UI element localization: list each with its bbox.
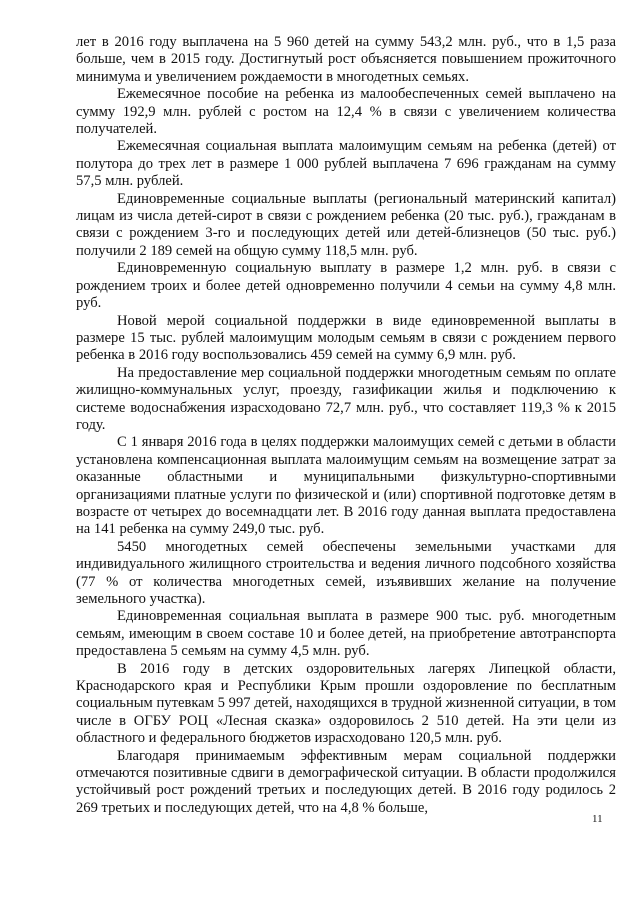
paragraph-10: Единовременная социальная выплата в размере 900 тыс. руб. многодетным семьям, имеющим в своем составе 10 и более детей, на приобретение автотранспорта предоставлена 5 семьям на сумму 4,5 млн. руб. [76, 608, 616, 660]
paragraph-4: Единовременные социальные выплаты (региональный материнский капитал) лицам из числа детей-сирот в связи с рождением ребенка (20 тыс. руб.), гражданам в связи с рождением 3-го и последующих детей или детей-близнецов (50 тыс. руб.) получили 2 189 семей на общую сумму 118,5 млн. руб. [76, 190, 616, 259]
paragraph-2: Ежемесячное пособие на ребенка из малообеспеченных семей выплачено на сумму 192,9 млн. рублей с ростом на 12,4 % в связи с увеличением количества получателей. [76, 86, 616, 138]
page-number: 11 [592, 813, 603, 825]
paragraph-12: Благодаря принимаемым эффективным мерам социальной поддержки отмечаются позитивные сдвиги в демографической ситуации. В области продолжился устойчивый рост рождений третьих и последующих детей. В 2016 году родилось 2 269 третьих и последующих детей, что на 4,8 % больше, [76, 747, 616, 816]
body-text [76, 34, 616, 817]
paragraph-5: Единовременную социальную выплату в размере 1,2 млн. руб. в связи с рождением троих и более детей одновременно получили 4 семьи на сумму 4,8 млн. руб. [76, 260, 616, 312]
paragraph-7: На предоставление мер социальной поддержки многодетным семьям по оплате жилищно-коммунальных услуг, проезду, газификации жилья и подключению к системе водоснабжения израсходовано 72,7 млн. руб., что составляет 119,3 % к 2015 году. [76, 364, 616, 433]
paragraph-3: Ежемесячная социальная выплата малоимущим семьям на ребенка (детей) от полутора до трех лет в размере 1 000 рублей выплачена 7 696 гражданам на сумму 57,5 млн. рублей. [76, 138, 616, 190]
paragraph-9: 5450 многодетных семей обеспечены земельными участками для индивидуального жилищного строительства и ведения личного подсобного хозяйства (77 % от количества многодетных семей, изъявивших желание на получение земельного участка). [76, 538, 616, 607]
paragraph-11: В 2016 году в детских оздоровительных лагерях Липецкой области, Краснодарского края и Республики Крым прошли оздоровление по бесплатным социальным путевкам 5 997 детей, находящихся в трудной жизненной ситуации, в том числе в ОГБУ РОЦ «Лесная сказка» оздоровилось 2 510 детей. На эти цели из областного и федерального бюджетов израсходовано 120,5 млн. руб. [76, 660, 616, 747]
paragraph-6: Новой мерой социальной поддержки в виде единовременной выплаты в размере 15 тыс. рублей малоимущим молодым семьям в связи с рождением первого ребенка в 2016 году воспользовались 459 семей на сумму 6,9 млн. руб. [76, 312, 616, 364]
paragraph-8: С 1 января 2016 года в целях поддержки малоимущих семей с детьми в области установлена компенсационная выплата малоимущим семьям на возмещение затрат за оказанные областными и муниципальными физкультурно-спортивными организациями платные услуги по физической и (или) спортивной подготовке детям в возрасте от четырех до восемнадцати лет. В 2016 году данная выплата предоставлена на 141 ребенка на сумму 249,0 тыс. руб. [76, 434, 616, 538]
paragraph-1: лет в 2016 году выплачена на 5 960 детей на сумму 543,2 млн. руб., что в 1,5 раза больше, чем в 2015 году. Достигнутый рост объясняется повышением прожиточного минимума и увеличением рождаемости в многодетных семьях. [76, 34, 616, 85]
